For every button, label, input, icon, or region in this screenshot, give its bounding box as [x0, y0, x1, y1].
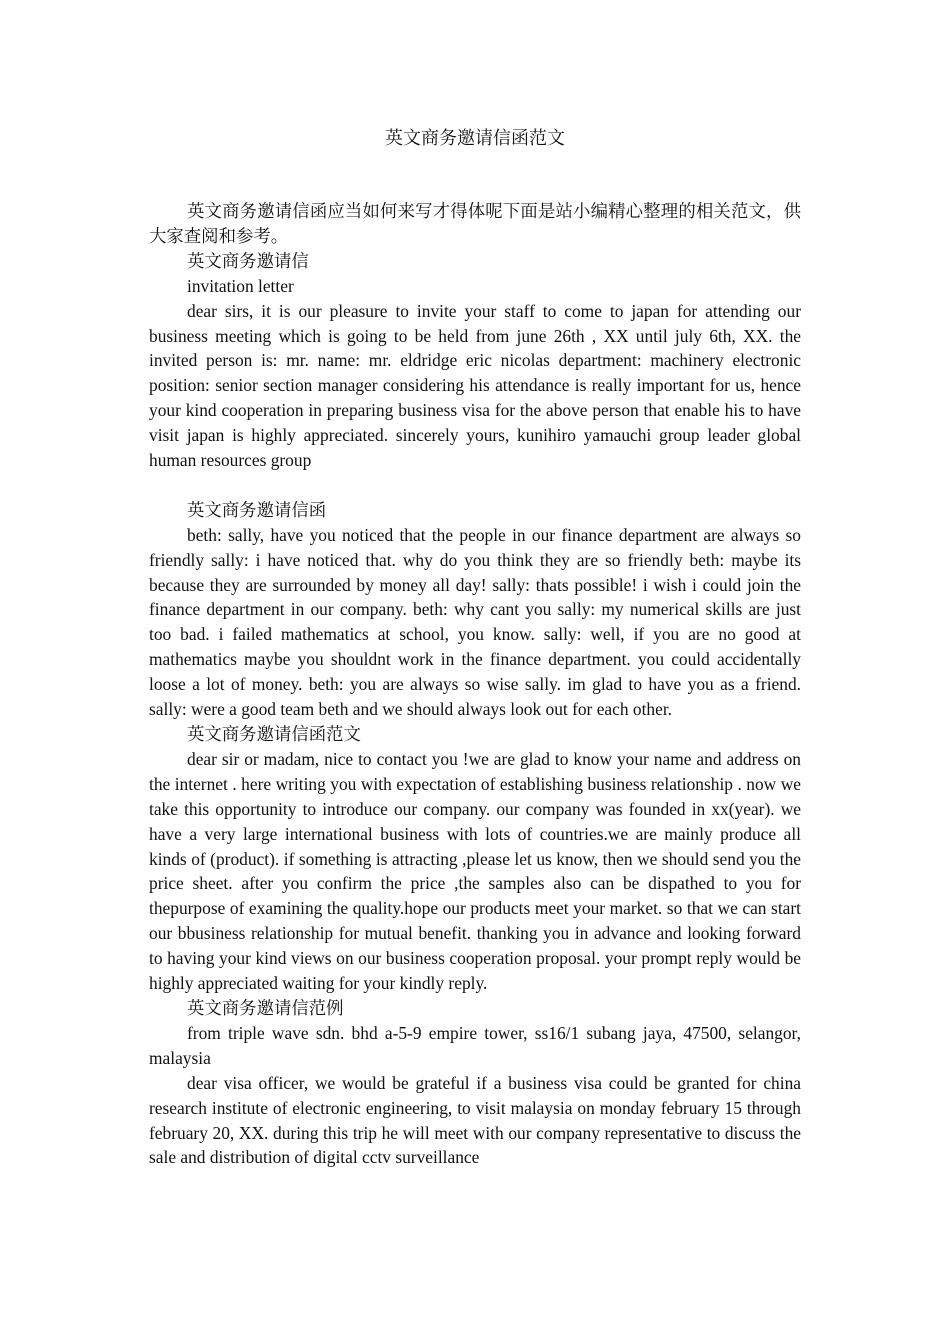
document-body [149, 199, 801, 1170]
invitation-letter-paragraph: dear sirs, it is our pleasure to invite your staff to come to japan for attending our business meeting which is going to be held from june 26th , XX until july 6th, XX. the invited person is: mr. name: mr. eldridge eric nicolas department: machinery electronic position: senior section manager considering his attendance is really important for us, hence your kind cooperation in preparing business visa for the above person that enable his to have visit japan is highly appreciated. sincerely yours, kunihiro yamauchi group leader global human resources group [149, 300, 801, 471]
visa-letter-paragraph: dear visa officer, we would be grateful if a business visa could be granted for china research institute of electronic engineering, to visit malaysia on monday february 15 through february 20, XX. during this trip he will meet with our company representative to discuss the sale and distribution of digital cctv surveillance [149, 1072, 801, 1168]
section-heading-letter-example: 英文商务邀请信范例 [187, 997, 344, 1018]
blank-line [149, 473, 801, 498]
sender-address-paragraph: from triple wave sdn. bhd a-5-9 empire tower, ss16/1 subang jaya, 47500, selangor, malaysia [149, 1022, 801, 1068]
section-heading-sample-letter: 英文商务邀请信函范文 [187, 724, 361, 745]
dialogue-paragraph: beth: sally, have you noticed that the people in our finance department are always so friendly sally: i have noticed that. why do you think they are so friendly beth: maybe its because they are surrounded by money all day! sally: thats possible! i wish i could join the finance department in our company. beth: why cant you sally: my numerical skills are just too bad. i failed mathematics at school, you know. sally: well, if you are no good at mathematics maybe you shouldnt work in the finance department. you could accidentally loose a lot of money. beth: you are always so wise sally. im glad to have you as a friend. sally: were a good team beth and we should always look out for each other. [149, 524, 801, 720]
document-title: 英文商务邀请信函范文 [385, 128, 565, 148]
section-heading-invitation-correspondence: 英文商务邀请信函 [187, 499, 327, 520]
sample-letter-paragraph: dear sir or madam, nice to contact you !we are glad to know your name and address on the internet . here writing you with expectation of establishing business relationship . now we take this opportunity to introduce our company. our company was founded in xx(year). we have a very large international business with lots of countries.we are mainly produce all kinds of (product). if something is attracting ,please let us know, then we should send you the price sheet. after you confirm the price ,the samples also can be dispathed to you for thepurpose of examining the quality.hope our products meet your market. so that we can start our bbusiness relationship for mutual benefit. thanking you in advance and looking forward to having your kind views on our business cooperation proposal. your prompt reply would be highly appreciated waiting for your kindly reply. [149, 748, 801, 994]
section-subheading-invitation-letter: invitation letter [187, 275, 294, 296]
section-heading-invitation-letter: 英文商务邀请信 [187, 250, 309, 271]
intro-paragraph: 英文商务邀请信函应当如何来写才得体呢下面是站小编精心整理的相关范文，供大家查阅和参考。 [149, 201, 801, 246]
